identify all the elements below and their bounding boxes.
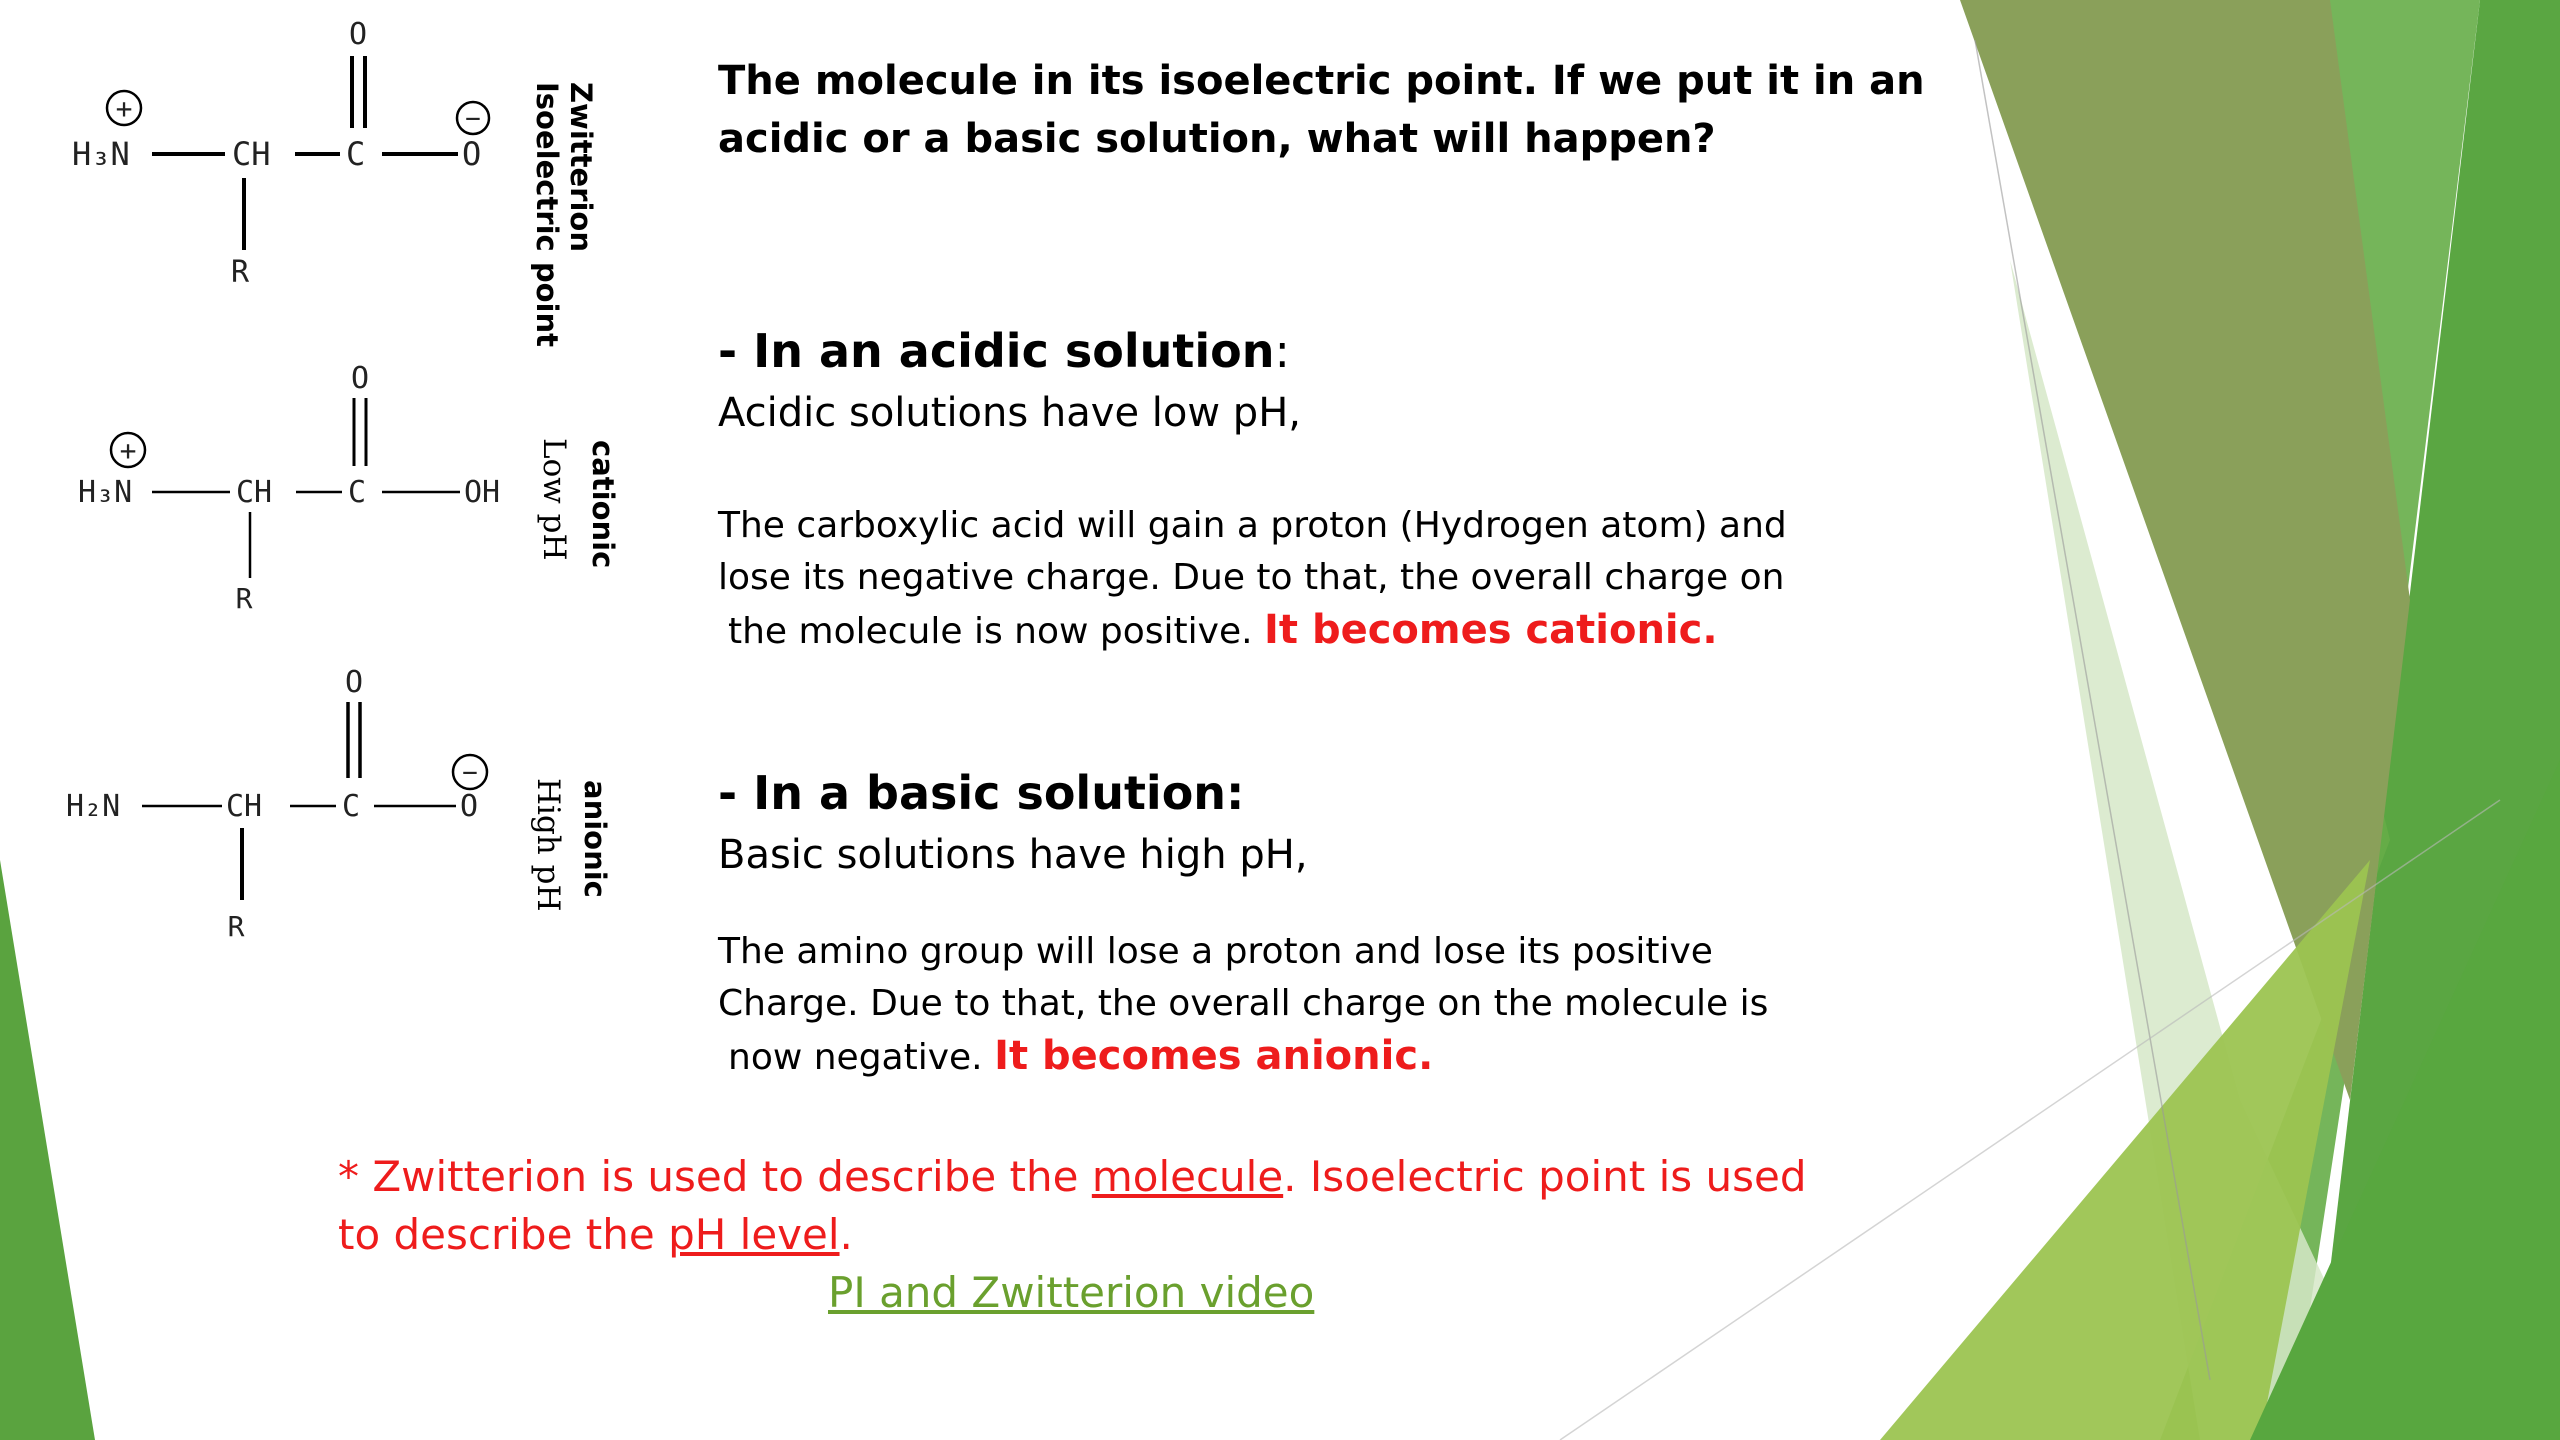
zw-carbon: C (346, 135, 366, 173)
cat-ch: CH (236, 475, 273, 510)
basic-lead: Basic solutions have high pH, (718, 832, 1308, 878)
zw-r-group: R (230, 255, 250, 290)
an-r-group: R (227, 910, 245, 943)
pi-zwitterion-video-link[interactable]: PI and Zwitterion video (828, 1268, 1315, 1317)
svg-text:+: + (115, 92, 133, 125)
note-underlined-ph-level: pH level (668, 1210, 840, 1259)
svg-text:−: − (465, 104, 481, 134)
zwitterion-labels (530, 82, 598, 347)
cat-oxygen-top: O (350, 361, 370, 396)
note-text-3: . (839, 1210, 853, 1259)
svg-text:−: − (462, 758, 478, 788)
acidic-paragraph (718, 500, 1818, 658)
zw-amine: H₃N (72, 135, 130, 173)
cationic-highlight: It becomes cationic. (1264, 607, 1718, 653)
acidic-heading-dash: - (718, 324, 738, 378)
acidic-heading-colon: : (1274, 324, 1290, 378)
slide-title: The molecule in its isoelectric point. If we put it in an acidic or a basic solution, what will happen? (718, 58, 1925, 162)
anionic-label: anionic (578, 780, 612, 898)
an-ch: CH (226, 789, 263, 824)
basic-line-3: now negative. (728, 1037, 983, 1078)
acidic-line-2: lose its negative charge. Due to that, the overall charge on (718, 557, 1785, 598)
definition-note (338, 1148, 1838, 1264)
zw-ch: CH (232, 135, 271, 173)
basic-heading (718, 766, 1244, 820)
basic-line-3-row (718, 1030, 1818, 1084)
basic-line-1: The amino group will lose a proton and lose its positive (718, 931, 1713, 972)
cat-hydroxyl: OH (464, 475, 501, 510)
zw-oxygen-right: O (462, 135, 482, 173)
high-ph-label: High pH (530, 778, 566, 912)
an-oxygen-top: O (344, 665, 364, 700)
acidic-line-3: the molecule is now positive. (728, 611, 1253, 652)
acidic-heading (718, 324, 1290, 378)
svg-text:+: + (119, 434, 137, 467)
acidic-heading-text: In an acidic solution (753, 324, 1275, 378)
an-amine: H₂N (66, 789, 121, 824)
cat-r-group: R (235, 582, 253, 615)
acidic-line-1: The carboxylic acid will gain a proton (Hydrogen atom) and (718, 505, 1787, 546)
acidic-line-3-row (718, 604, 1818, 658)
basic-line-2: Charge. Due to that, the overall charge on the molecule is (718, 983, 1769, 1024)
basic-heading-dash: - (718, 766, 738, 820)
zwitterion-label: Zwitterion (564, 82, 598, 252)
note-text-2: . Isoelectric point is used to describe the (338, 1152, 1807, 1259)
note-text-1: * Zwitterion is used to describe the (338, 1152, 1092, 1201)
low-ph-label: Low pH (536, 438, 572, 561)
cationic-label: cationic (586, 440, 620, 569)
acidic-lead: Acidic solutions have low pH, (718, 390, 1301, 436)
an-carbon: C (342, 789, 361, 824)
note-underlined-molecule: molecule (1091, 1152, 1284, 1201)
basic-heading-text: In a basic solution: (753, 766, 1245, 820)
basic-paragraph (718, 926, 1818, 1084)
cat-amine: H₃N (78, 475, 133, 510)
anionic-highlight: It becomes anionic. (994, 1033, 1434, 1079)
zw-oxygen-top: O (348, 17, 368, 52)
an-oxygen-right: O (460, 789, 479, 824)
isoelectric-point-label: Isoelectric point (530, 82, 564, 347)
cat-carbon: C (348, 475, 367, 510)
